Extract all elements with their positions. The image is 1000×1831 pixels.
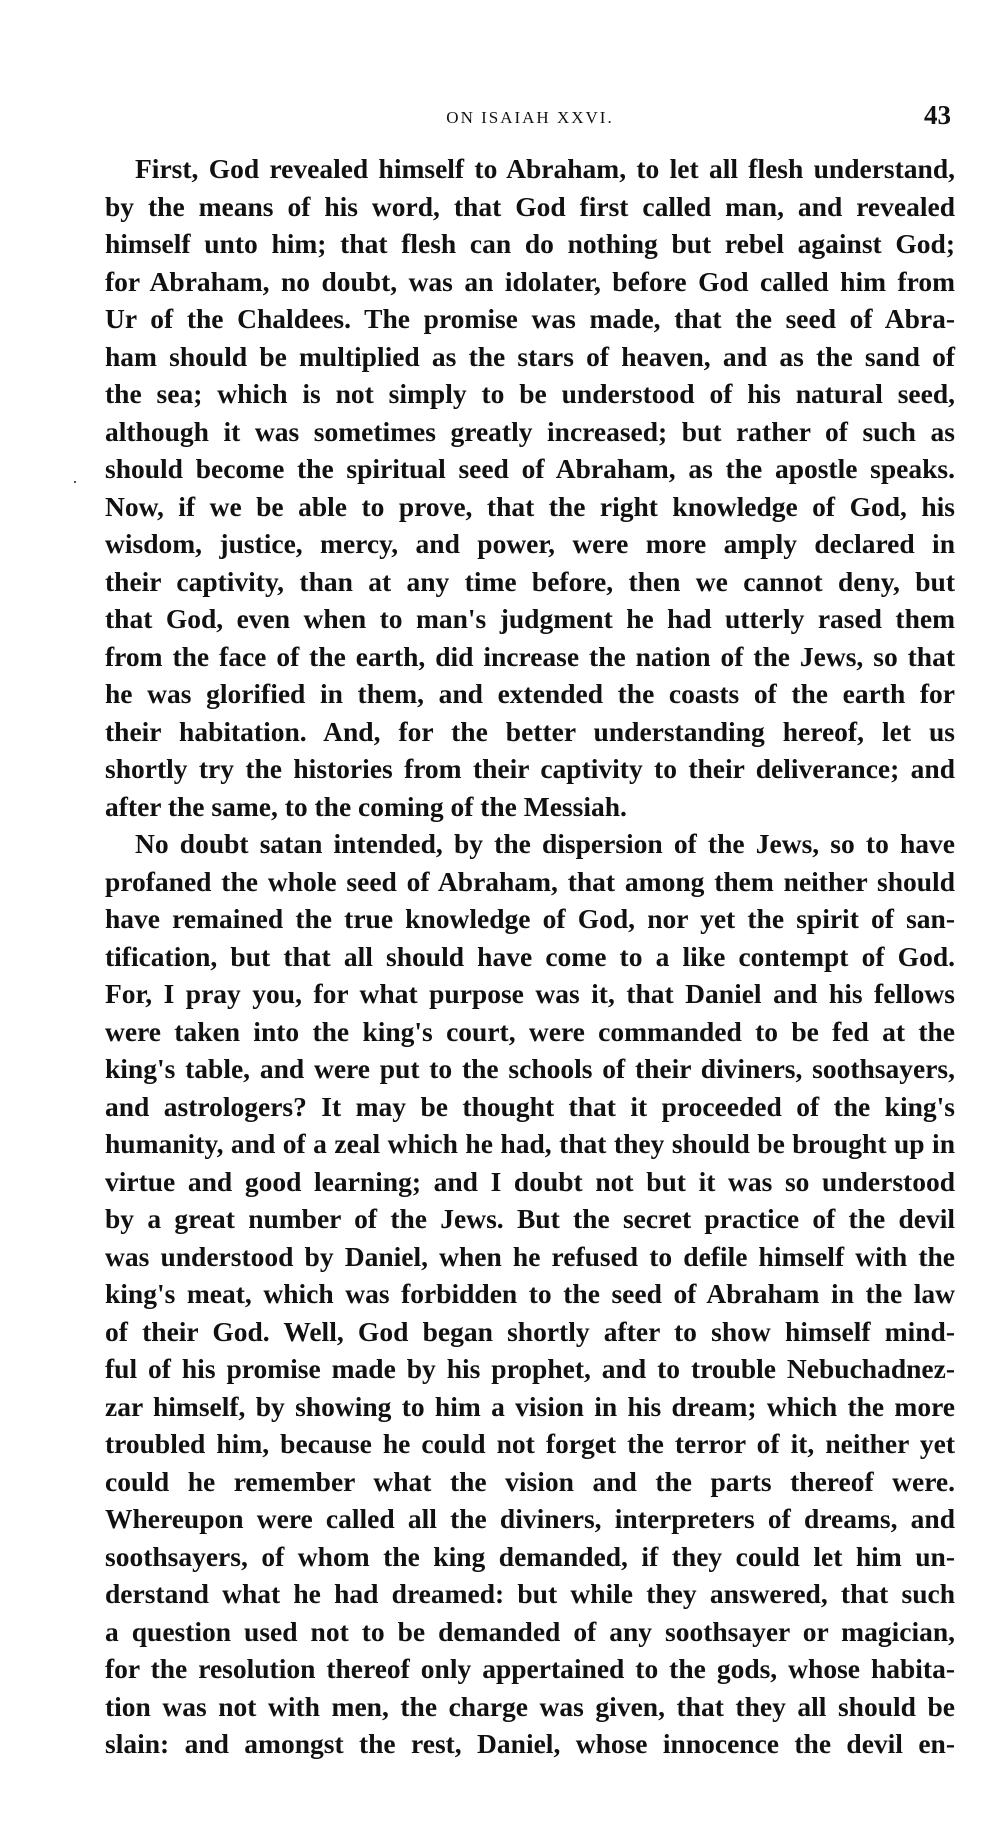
text-line: for the resolution thereof only appertained to the gods, whose habita- [105,1653,955,1684]
text-line: of their God. Well, God began shortly after to show himself mind- [105,1315,955,1347]
text-line: zar himself, by showing to him a vision in his dream; which the more [105,1390,955,1422]
text-line: and astrologers? It may be thought that it proceeded of the king's [105,1090,955,1122]
text-line: although it was sometimes greatly increased; but rather of such as [105,415,955,447]
page-number: 43 [924,100,951,130]
text-line: Now, if we be able to prove, that the right knowledge of God, his [105,490,955,522]
body-text [105,150,955,1763]
text-line: derstand what he had dreamed: but while they answered, that such [105,1578,955,1609]
text-line: shortly try the histories from their captivity to their deliverance; and [105,753,955,784]
text-line: by a great number of the Jews. But the secret practice of the devil [105,1203,955,1234]
text-line: ham should be multiplied as the stars of heaven, and as the sand of [105,340,955,372]
text-line: For, I pray you, for what purpose was it, that Daniel and his fellows [105,978,955,1009]
text-line: Whereupon were called all the diviners, interpreters of dreams, and [105,1503,955,1534]
text-line: soothsayers, of whom the king demanded, if they could let him un- [105,1540,955,1572]
text-line: should become the spiritual seed of Abraham, as the apostle speaks. [105,453,955,484]
text-line: humanity, and of a zeal which he had, that they should be brought up in [105,1128,955,1159]
text-line: First, God revealed himself to Abraham, to let all flesh understand, [135,153,955,184]
text-line: troubled him, because he could not forget the terror of it, neither yet [105,1428,955,1459]
text-line: were taken into the king's court, were commanded to be fed at the [105,1015,955,1047]
text-line: profaned the whole seed of Abraham, that among them neither should [105,865,955,897]
text-line: their habitation. And, for the better understanding hereof, let us [105,715,955,747]
text-line: tion was not with men, the charge was given, that they all should be [105,1690,955,1722]
text-line: tification, but that all should have come to a like contempt of God. [105,940,955,972]
text-line: from the face of the earth, did increase the nation of the Jews, so that [105,640,955,672]
text-line: virtue and good learning; and I doubt not but it was so understood [105,1165,955,1197]
text-line: was understood by Daniel, when he refused to defile himself with the [105,1240,955,1272]
text-line: he was glorified in them, and extended the coasts of the earth for [105,678,955,709]
text-line: could he remember what the vision and the parts thereof were. [105,1465,955,1497]
text-line: ful of his promise made by his prophet, and to trouble Nebuchadnez- [105,1353,955,1384]
text-line: Ur of the Chaldees. The promise was made, that the seed of Abra- [105,303,955,334]
text-line: slain: and amongst the rest, Daniel, whose innocence the devil en- [105,1728,955,1759]
running-title: ON ISAIAH XXVI. [446,108,614,127]
text-line: have remained the true knowledge of God, nor yet the spirit of san- [105,903,955,934]
text-line: after the same, to the coming of the Messiah. [105,790,627,822]
text-line: No doubt satan intended, by the dispersion of the Jews, so to have [135,828,955,859]
text-line: their captivity, than at any time before, then we cannot deny, but [105,565,955,597]
text-line: that God, even when to man's judgment he had utterly rased them [105,603,955,634]
text-line: by the means of his word, that God first called man, and revealed [105,190,955,222]
running-head [105,100,955,140]
margin-mark: · [72,472,78,492]
text-line: for Abraham, no doubt, was an idolater, before God called him from [105,265,955,297]
text-line: himself unto him; that flesh can do nothing but rebel against God; [105,228,955,259]
text-line: wisdom, justice, mercy, and power, were more amply declared in [105,528,955,559]
text-line: the sea; which is not simply to be understood of his natural seed, [105,378,955,409]
text-line: a question used not to be demanded of any soothsayer or magician, [105,1615,955,1647]
text-line: king's meat, which was forbidden to the seed of Abraham in the law [105,1278,955,1309]
text-line: king's table, and were put to the schools of their diviners, soothsayers, [105,1053,955,1084]
